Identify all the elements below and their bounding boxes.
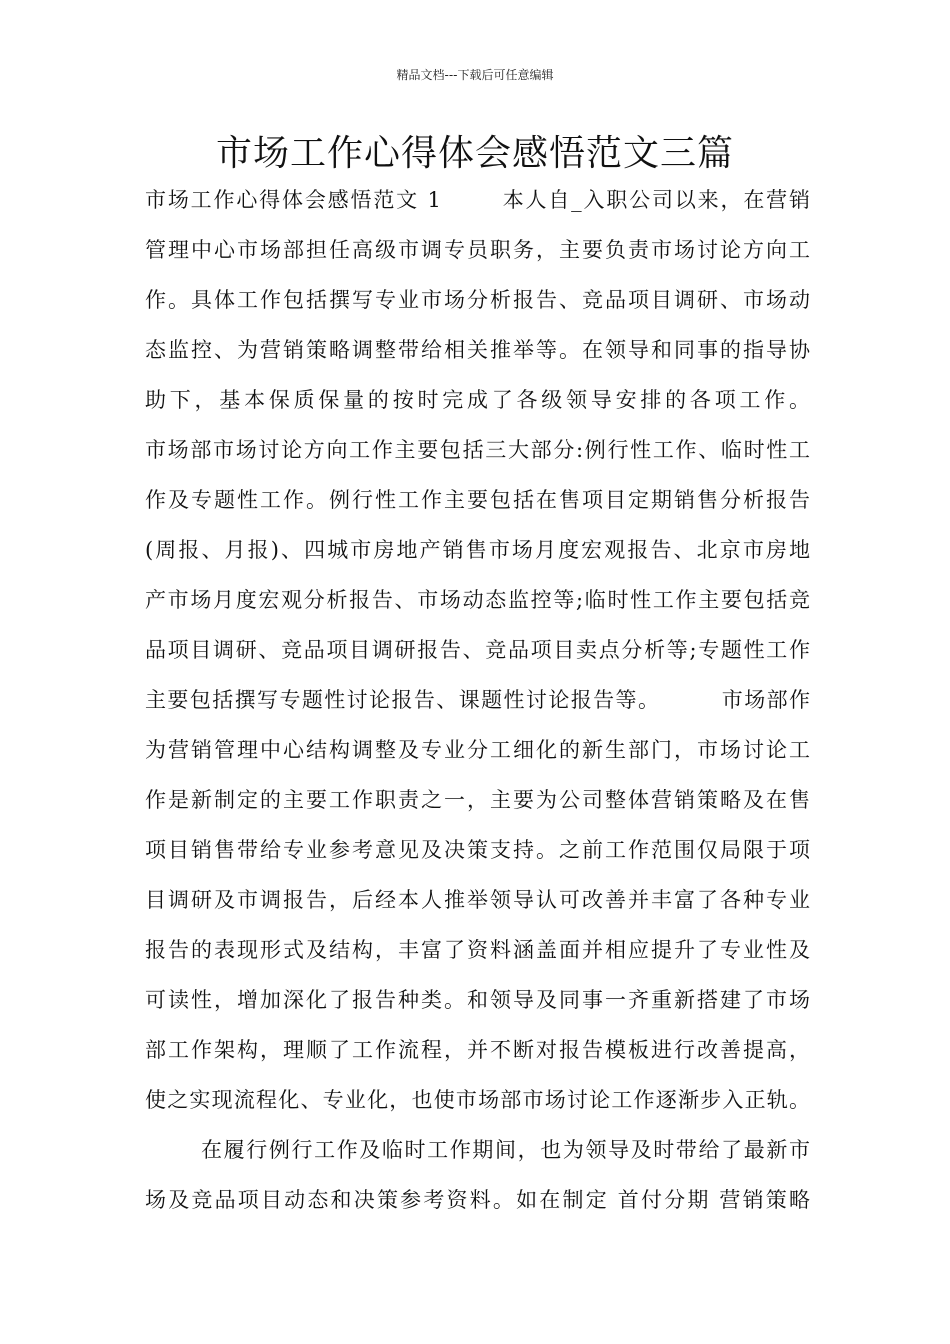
body-line-4: 态监控、为营销策略调整带给相关推举等。在领导和同事的指导协 xyxy=(145,338,810,362)
body-line-17: 可读性，增加深化了报告种类。和领导及同事一齐重新搭建了市场 xyxy=(145,988,810,1012)
body-line-6: 市场部市场讨论方向工作主要包括三大部分:例行性工作、临时性工 xyxy=(145,438,810,462)
body-line-7: 作及专题性工作。例行性工作主要包括在售项目定期销售分析报告 xyxy=(145,488,810,512)
body-line-13: 作是新制定的主要工作职责之一，主要为公司整体营销策略及在售 xyxy=(145,788,810,812)
body-line-text: 市场部作 xyxy=(720,688,810,712)
body-line-1 xyxy=(145,175,810,225)
body-line-9: 产市场月度宏观分析报告、市场动态监控等;临时性工作主要包括竞 xyxy=(145,588,810,612)
body-line-text: 主要包括撰写专题性讨论报告、课题性讨论报告等。 xyxy=(145,688,661,712)
body-line-5: 助下，基本保质保量的按时完成了各级领导安排的各项工作。 xyxy=(145,388,810,412)
body-line-10: 品项目调研、竞品项目调研报告、竞品项目卖点分析等;专题性工作 xyxy=(145,638,810,662)
body-line-12: 为营销管理中心结构调整及专业分工细化的新生部门，市场讨论工 xyxy=(145,738,810,762)
body-line-2: 管理中心市场部担任高级市调专员职务，主要负责市场讨论方向工 xyxy=(145,238,810,262)
body-line-18: 部工作架构，理顺了工作流程，并不断对报告模板进行改善提高， xyxy=(145,1038,810,1062)
body-line-19: 使之实现流程化、专业化，也使市场部市场讨论工作逐渐步入正轨。 xyxy=(145,1088,810,1112)
body-line-text: 本人自_入职公司以来，在营销 xyxy=(500,188,810,212)
section-heading: 市场工作心得体会感悟范文 1 xyxy=(145,188,441,212)
body-line-3: 作。具体工作包括撰写专业市场分析报告、竞品项目调研、市场动 xyxy=(145,288,810,312)
body-line-15: 目调研及市调报告，后经本人推举领导认可改善并丰富了各种专业 xyxy=(145,888,810,912)
body-line-20: 在履行例行工作及临时工作期间，也为领导及时带给了最新市 xyxy=(201,1138,810,1162)
body-line-16: 报告的表现形式及结构，丰富了资料涵盖面并相应提升了专业性及 xyxy=(145,938,810,962)
body-line-21: 场及竞品项目动态和决策参考资料。如在制定 首付分期 营销策略 xyxy=(145,1188,810,1212)
body-line-14: 项目销售带给专业参考意见及决策支持。之前工作范围仅局限于项 xyxy=(145,838,810,862)
document-body xyxy=(145,175,810,1225)
body-line-11 xyxy=(145,675,810,725)
document-title: 市场工作心得体会感悟范文三篇 xyxy=(215,133,734,174)
body-line-8: (周报、月报)、四城市房地产销售市场月度宏观报告、北京市房地 xyxy=(145,538,810,562)
header-note: 精品文档---下载后可任意编辑 xyxy=(396,68,554,82)
